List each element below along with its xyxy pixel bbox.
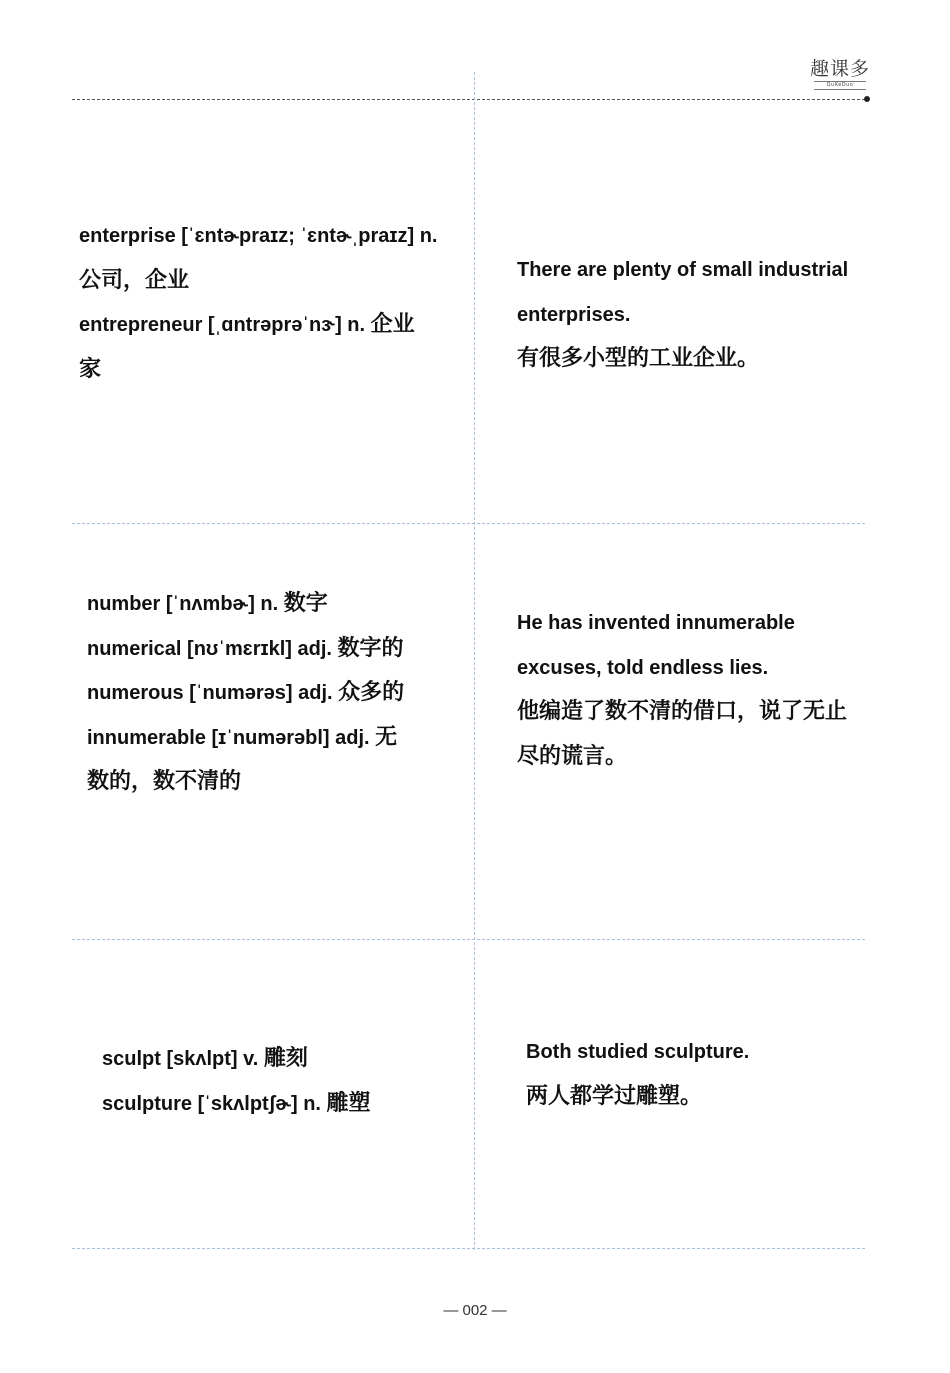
row-divider-2 [72,939,865,940]
logo-subtext: QuKeDuo [814,81,866,90]
row-divider-1 [72,523,865,524]
example-sentence-en: enterprises. [517,303,631,326]
example-card-1 [517,248,887,382]
row-divider-3 [72,1248,865,1249]
vocab-meaning-part: 企业 [370,312,415,337]
example-sentence-cn: 他编造了数不清的借口，说了无止 [517,699,848,724]
vocab-meaning: 雕塑 [326,1090,371,1116]
vocab-word: numerical [nʊˈmɛrɪkl] adj. [87,637,332,660]
vocab-word: innumerable [ɪˈnumərəbl] adj. [87,726,370,749]
vocab-entry [87,582,467,627]
vocab-meaning: 公司，企业 [79,267,190,293]
vocab-card-2 [87,582,467,805]
vocab-entry [102,1082,467,1127]
vocab-word: entrepreneur [ˌɑntrəprəˈnɝ] n. [79,314,366,336]
example-sentence-cn: 两人都学过雕塑。 [526,1083,703,1109]
brand-logo [806,58,874,90]
example-sentence-cn: 有很多小型的工业企业。 [517,346,760,371]
vocab-meaning: 众多的 [338,680,405,705]
vocab-meaning: 数字 [283,591,328,616]
example-card-2 [517,601,897,779]
vocab-entry [87,716,467,761]
vocab-word: sculpture [ˈskʌlptʃɚ] n. [102,1092,321,1115]
vocab-word: numerous [ˈnumərəs] adj. [87,682,333,704]
vocab-card-3 [102,1037,467,1126]
example-sentence-en: There are plenty of small industrial [517,259,849,281]
vocab-word: sculpt [skʌlpt] v. [102,1048,259,1070]
vocab-entry [79,214,467,259]
vocab-meaning-part: 无 [375,724,398,750]
header-divider-dot [864,96,870,102]
vocab-meaning-part: 家 [79,356,102,382]
vocab-word: number [ˈnʌmbɚ] n. [87,593,279,615]
vocab-meaning-part: 数的，数不清的 [87,769,242,794]
example-sentence-en: Both studied sculpture. [526,1041,750,1063]
logo-text: 趣课多 [809,58,870,80]
vocab-meaning: 数字的 [337,635,404,661]
vocab-entry [87,671,467,716]
vocab-meaning: 雕刻 [263,1046,308,1071]
vocab-word: enterprise [ˈɛntɚpraɪz; ˈɛntɚˌpraɪz] n. [79,225,438,247]
example-sentence-cn: 尽的谎言。 [517,743,628,769]
vocab-entry [79,303,467,348]
page-number: — 002 — [443,1302,507,1319]
vocab-entry [102,1037,467,1082]
example-card-3 [526,1030,886,1119]
vocab-entry [87,627,467,672]
vocab-card-1 [79,214,467,392]
header-divider [72,99,865,100]
example-sentence-en: He has invented innumerable [517,612,795,634]
example-sentence-en: excuses, told endless lies. [517,656,769,679]
center-divider [474,72,475,1250]
